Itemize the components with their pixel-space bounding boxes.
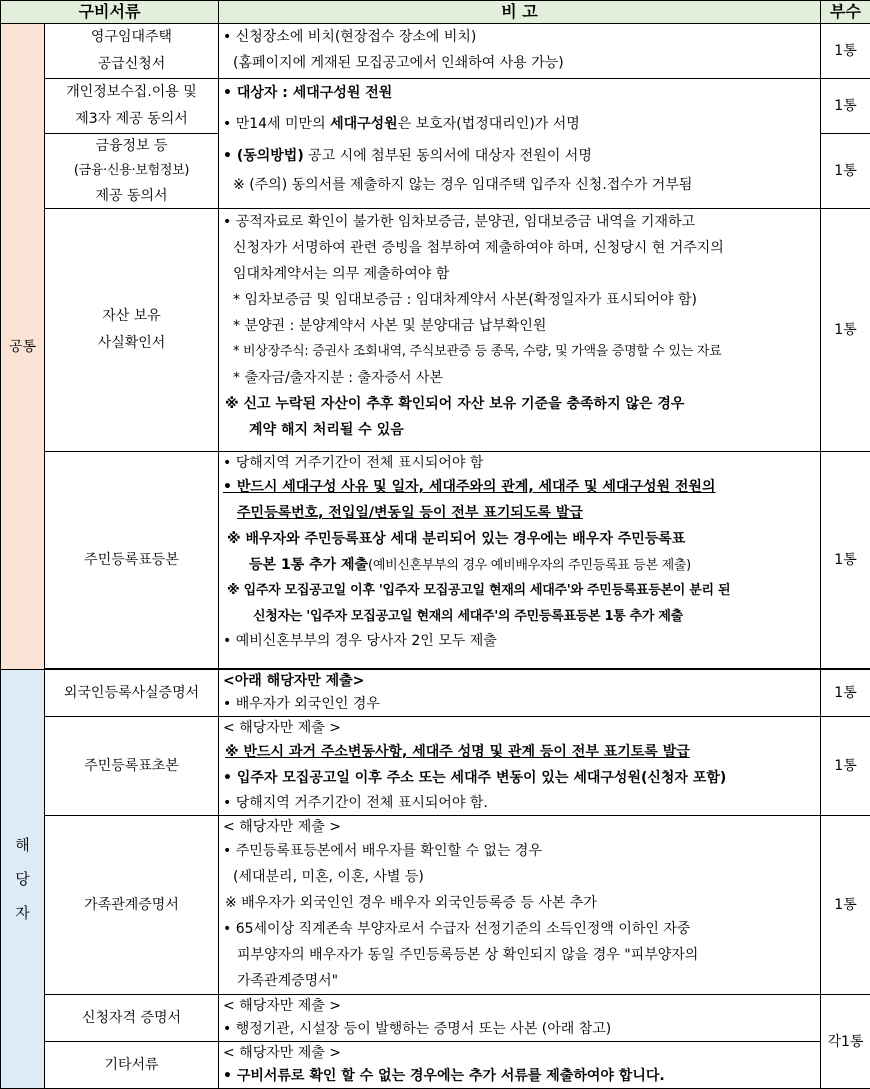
- notes-others: < 해당자만 제출 > • 구비서류로 확인 할 수 없는 경우에는 추가 서류를 제출하여야 합니다.: [219, 1042, 821, 1089]
- count-privacy: 1통: [821, 79, 870, 134]
- count-foreigner: 1통: [821, 670, 870, 717]
- count-shared: 각1통: [821, 995, 870, 1089]
- doc-application: 영구임대주택 공급신청서: [45, 24, 219, 79]
- notes-family: < 해당자만 제출 > • 주민등록표등본에서 배우자를 확인할 수 없는 경우 (세대분리, 미혼, 이혼, 사별 등) ※ 배우자가 외국인인 경우 배우자 외국인등록증 등 사본 추가 • 65세이상 직계존속 부양자로서 수급자 선정기준의 소득인정액 이하인 자중 피부양자의 배우자가 동일 주민등록등본 상 확인되지 않을 경우 "피부양자의 가족관계증명서": [219, 816, 821, 995]
- notes-qualification: < 해당자만 제출 > • 행정기관, 시설장 등이 발행하는 증명서 또는 사본 (아래 참고): [219, 995, 821, 1042]
- count-family: 1통: [821, 816, 870, 995]
- notes-resident-copy: • 당해지역 거주기간이 전체 표시되어야 함 • 반드시 세대구성 사유 및 일자, 세대주와의 관계, 세대주 및 세대구성원 전원의 주민등록번호, 전입일/변동일 등이 전부 표기되도록 발급 ※ 배우자와 주민등록표상 세대 분리되어 있는 경우에는 배우자 주민등록표 등본 1통 추가 제출(예비신혼부부의 경우 예비배우자의 주민등록표 등본 제출) ※ 입주자 모집공고일 이후 '입주자 모집공고일 현재의 세대주'와 주민등록표등본이 분리 된 신청자는 '입주자 모집공고일 현재의 세대주'의 주민등록표등본 1통 추가 제출 • 예비신혼부부의 경우 당사자 2인 모두 제출: [219, 452, 821, 669]
- row-application: [1, 24, 870, 79]
- doc-privacy: 개인정보수집.이용 및 제3자 제공 동의서: [45, 79, 219, 134]
- row-qualification: [1, 995, 870, 1042]
- count-finance: 1통: [821, 134, 870, 209]
- row-asset: [1, 209, 870, 452]
- notes-consent: • 대상자 : 세대구성원 전원 • 만14세 미만의 세대구성원은 보호자(법정대리인)가 서명 • (동의방법) 공고 시에 첨부된 동의서에 대상자 전원이 서명 ※ (주의) 동의서를 제출하지 않는 경우 임대주택 입주자 신청.접수가 거부됨: [219, 79, 821, 209]
- doc-resident-copy: 주민등록표등본: [45, 452, 219, 669]
- header-count: 부수: [821, 1, 870, 24]
- count-resident-copy: 1통: [821, 452, 870, 669]
- doc-qualification: 신청자격 증명서: [45, 995, 219, 1042]
- row-foreigner: [1, 670, 870, 717]
- count-resident-abstract: 1통: [821, 717, 870, 816]
- doc-resident-abstract: 주민등록표초본: [45, 717, 219, 816]
- doc-foreigner: 외국인등록사실증명서: [45, 670, 219, 717]
- header-row: [1, 1, 870, 24]
- count-application: 1통: [821, 24, 870, 79]
- doc-others: 기타서류: [45, 1042, 219, 1089]
- header-notes: 비 고: [219, 1, 821, 24]
- row-family: [1, 816, 870, 995]
- notes-resident-abstract: < 해당자만 제출 > ※ 반드시 과거 주소변동사항, 세대주 성명 및 관계 등이 전부 표기토록 발급 • 입주자 모집공고일 이후 주소 또는 세대주 변동이 있는 세대구성원(신청자 포함) • 당해지역 거주기간이 전체 표시되어야 함.: [219, 717, 821, 816]
- group-applicant: 해 당 자: [1, 670, 45, 1089]
- doc-asset: 자산 보유 사실확인서: [45, 209, 219, 452]
- count-asset: 1통: [821, 209, 870, 452]
- row-resident-copy: [1, 452, 870, 669]
- notes-application: • 신청장소에 비치(현장접수 장소에 비치) (홈페이지에 게재된 모집공고에서 인쇄하여 사용 가능): [219, 24, 821, 79]
- row-others: [1, 1042, 870, 1089]
- row-privacy: [1, 79, 870, 134]
- notes-foreigner: <아래 해당자만 제출> • 배우자가 외국인인 경우: [219, 670, 821, 717]
- notes-asset: • 공적자료로 확인이 불가한 임차보증금, 분양권, 임대보증금 내역을 기재하고 신청자가 서명하여 관련 증빙을 첨부하여 제출하여야 하며, 신청당시 현 거주지의 임대차계약서는 의무 제출하여야 함 * 임차보증금 및 임대보증금 : 임대차계약서 사본(확정일자가 표시되어야 함) * 분양권 : 분양계약서 사본 및 분양대금 납부확인원 * 비상장주식: 증권사 조회내역, 주식보관증 등 종목, 수량, 및 가액을 증명할 수 있는 자료 * 출자금/출자지분 : 출자증서 사본 ※ 신고 누락된 자산이 추후 확인되어 자산 보유 기준을 충족하지 않은 경우 계약 해지 처리될 수 있음: [219, 209, 821, 452]
- doc-finance: 금융정보 등 (금융·신용·보험정보) 제공 동의서: [45, 134, 219, 209]
- row-resident-abstract: [1, 717, 870, 816]
- group-common: 공통: [1, 24, 45, 670]
- doc-family: 가족관계증명서: [45, 816, 219, 995]
- header-docs: 구비서류: [1, 1, 219, 24]
